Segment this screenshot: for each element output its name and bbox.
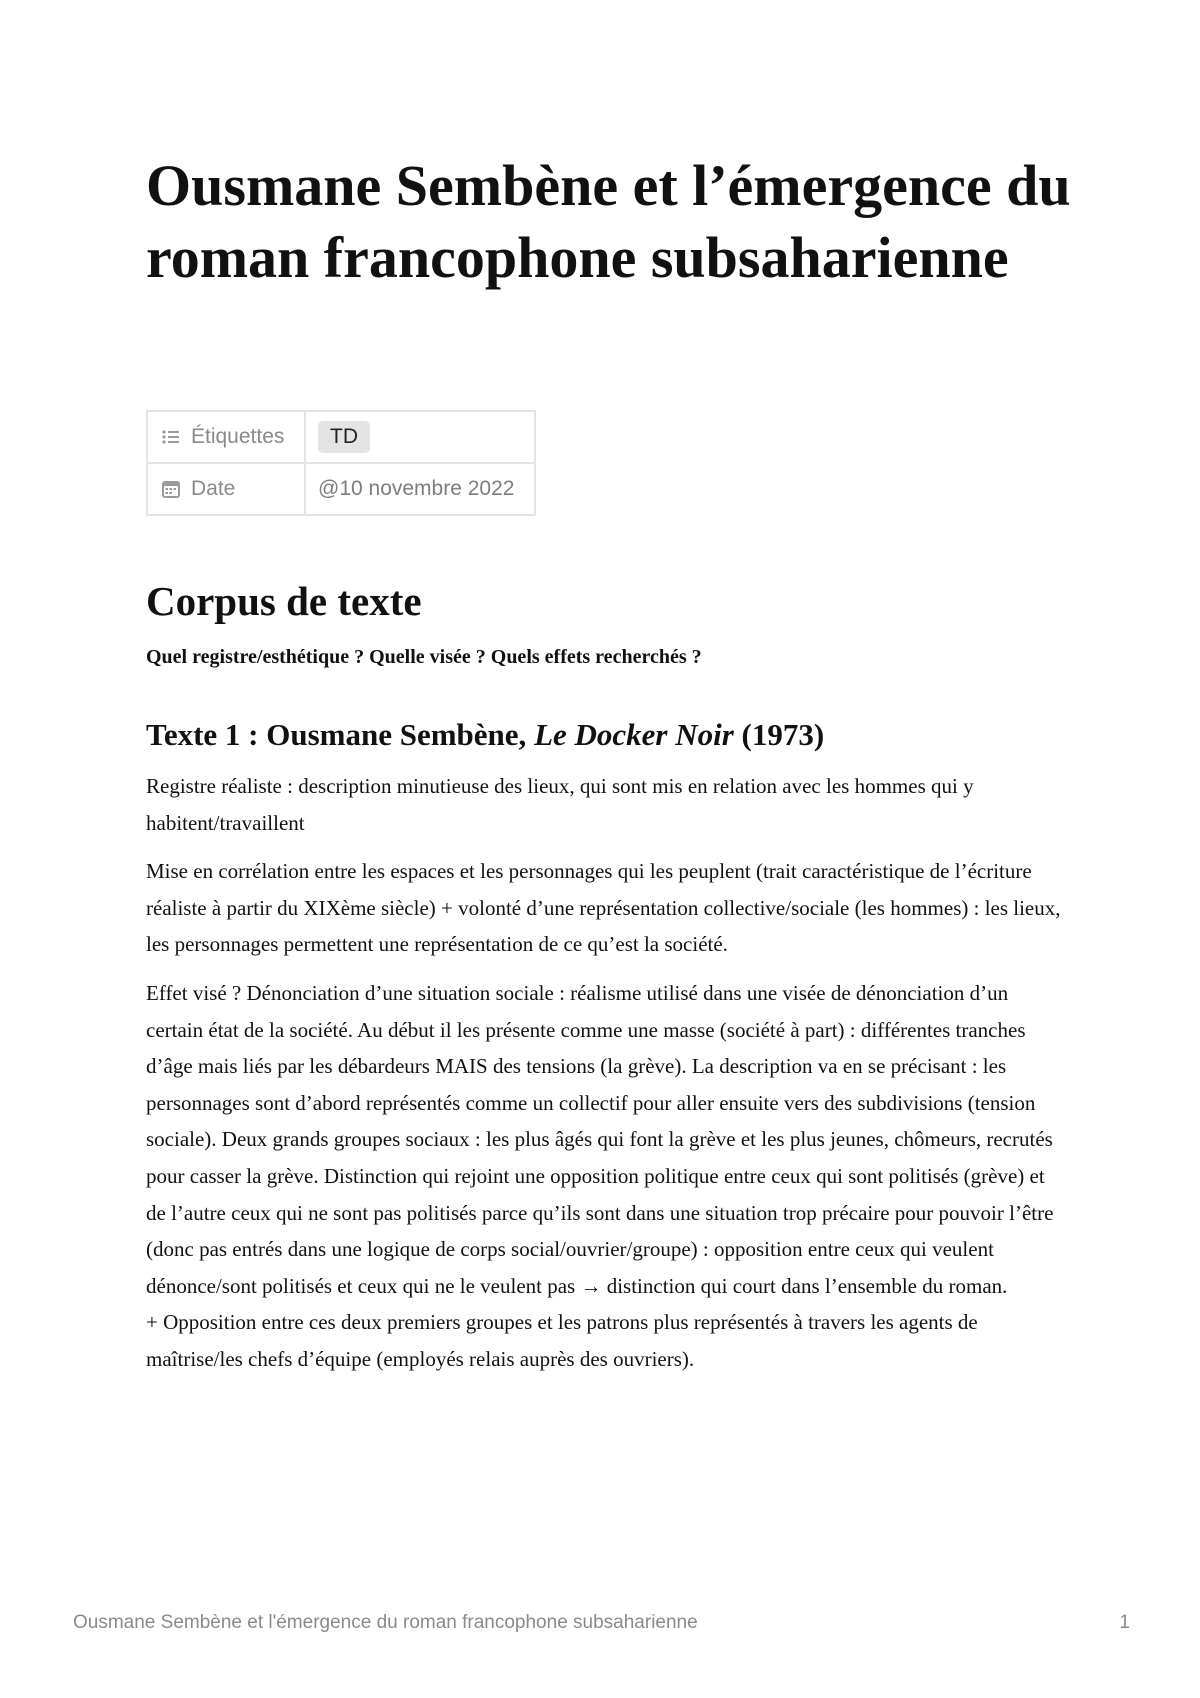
text1-heading-year: (1973)	[733, 717, 825, 752]
text1-body	[146, 768, 1066, 1390]
section-heading: Corpus de texte	[146, 578, 422, 624]
tag-badge[interactable]: TD	[318, 421, 370, 453]
paragraph: Effet visé ? Dénonciation d’une situation sociale : réalisme utilisé dans une visée de dénonciation d’un certain état de la société. Au début il les présente comme une masse (société à part) : différentes tranches d’âge mais liés par les débardeurs MAIS des tensions (la grève). La description va en se précisant : les personnages sont d’abord représentés comme un collectif pour aller ensuite vers des subdivisions (tension sociale). Deux grands groupes sociaux : les plus âgés qui font la grève et les plus jeunes, chômeurs, recrutés pour casser la grève. Distinction qui rejoint une opposition politique entre ceux qui sont politisés (grève) et de l’autre ceux qui ne sont pas politisés parce qu’ils sont dans une situation trop précaire pour pouvoir l’être (donc pas entrés dans une logique de corps social/ouvrier/groupe) : opposition entre ceux qui veulent dénonce/sont politisés et ceux qui ne le veulent pas → distinction qui court dans l’ensemble du roman.	[146, 980, 1054, 1298]
paragraph: Registre réaliste : description minutieuse des lieux, qui sont mis en relation avec les hommes qui y habitent/travaillent	[146, 774, 974, 835]
page-title: Ousmane Sembène et l’émergence du roman francophone subsaharienne	[146, 153, 1071, 290]
list-icon	[160, 426, 182, 448]
property-label-cell	[147, 411, 305, 463]
property-row-date	[147, 463, 535, 515]
text1-heading	[146, 713, 824, 757]
properties-table	[146, 410, 536, 516]
property-label-cell	[147, 463, 305, 515]
date-value[interactable]: @10 novembre 2022	[318, 477, 515, 500]
property-label: Étiquettes	[191, 425, 285, 448]
property-value-cell	[305, 463, 535, 515]
property-row-tags	[147, 411, 535, 463]
paragraph: Mise en corrélation entre les espaces et les personnages qui les peuplent (trait caractéristique de l’écriture réaliste à partir du XIXème siècle) + volonté d’une représentation collective/sociale (les hommes) : les lieux, les personnages permettent une représentation de ce qu’est la société.	[146, 859, 1061, 957]
calendar-icon	[160, 478, 182, 500]
property-label: Date	[191, 477, 236, 500]
page-number: 1	[1119, 1612, 1130, 1633]
text1-heading-prefix: Texte 1 : Ousmane Sembène,	[146, 717, 535, 752]
work-title: Le Docker Noir	[534, 717, 734, 752]
page-footer	[73, 1612, 1130, 1634]
paragraph: + Opposition entre ces deux premiers groupes et les patrons plus représentés à travers les agents de maîtrise/les chefs d’équipe (employés relais auprès des ouvriers).	[146, 1310, 978, 1371]
footer-title: Ousmane Sembène et l'émergence du roman francophone subsaharienne	[73, 1612, 698, 1633]
property-value-cell	[305, 411, 535, 463]
section-question: Quel registre/esthétique ? Quelle visée ? Quels effets recherchés ?	[146, 646, 702, 668]
